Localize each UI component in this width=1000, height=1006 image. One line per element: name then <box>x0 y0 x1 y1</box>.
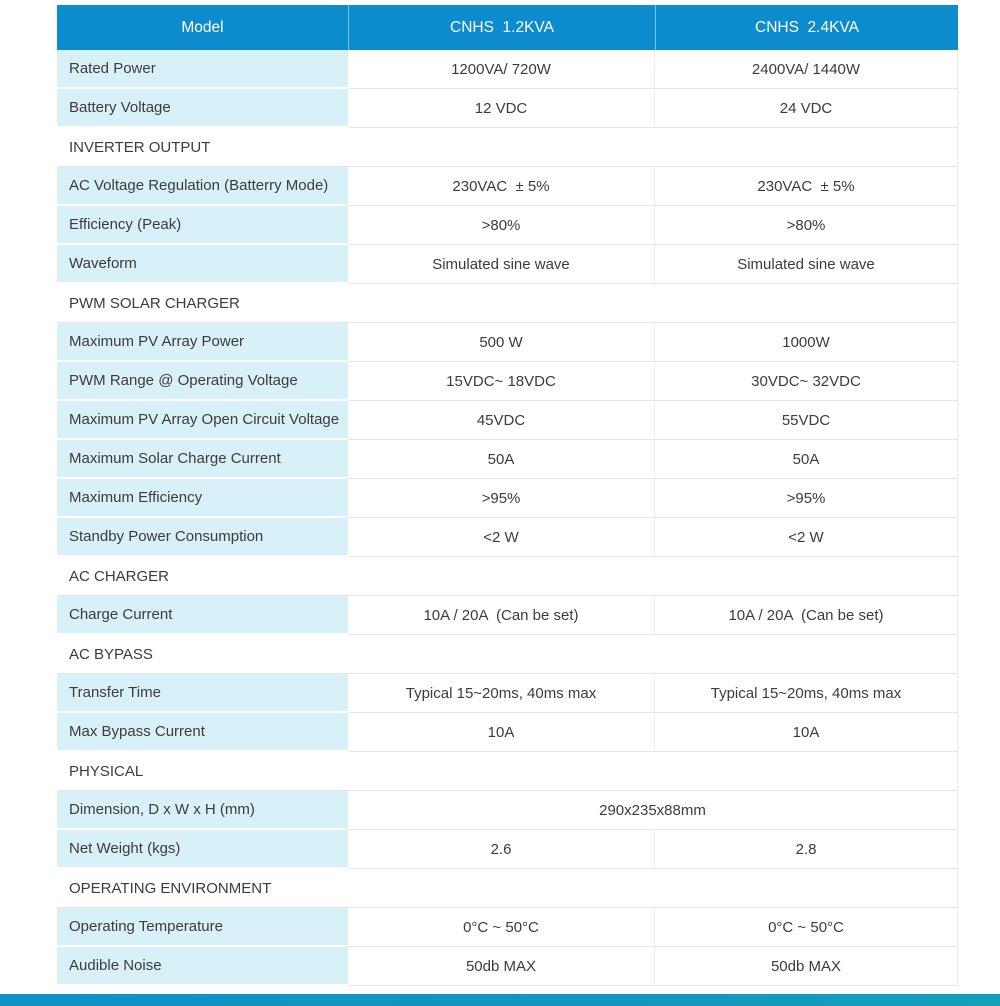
bottom-accent-bar <box>0 994 1000 1006</box>
section-title: AC BYPASS <box>57 635 958 674</box>
spec-row <box>57 167 958 206</box>
spec-row <box>57 440 958 479</box>
section-row <box>57 284 958 323</box>
section-row <box>57 635 958 674</box>
section-title: PWM SOLAR CHARGER <box>57 284 958 323</box>
spec-row <box>57 908 958 947</box>
spec-label: Dimension, D x W x H (mm) <box>57 791 348 830</box>
spec-value: 30VDC~ 32VDC <box>655 362 958 401</box>
spec-row <box>57 323 958 362</box>
spec-value: Typical 15~20ms, 40ms max <box>348 674 655 713</box>
spec-row <box>57 518 958 557</box>
spec-label: Audible Noise <box>57 947 348 986</box>
spec-row <box>57 713 958 752</box>
spec-value: 1000W <box>655 323 958 362</box>
spec-row <box>57 245 958 284</box>
spec-value: 10A <box>348 713 655 752</box>
spec-value: Simulated sine wave <box>348 245 655 284</box>
spec-table <box>57 5 958 986</box>
spec-label: PWM Range @ Operating Voltage <box>57 362 348 401</box>
spec-value: >95% <box>655 479 958 518</box>
spec-value: >80% <box>655 206 958 245</box>
header-row <box>57 5 958 50</box>
spec-label: Standby Power Consumption <box>57 518 348 557</box>
spec-row <box>57 206 958 245</box>
spec-value: 2400VA/ 1440W <box>655 50 958 89</box>
spec-row <box>57 830 958 869</box>
spec-value: 2.6 <box>348 830 655 869</box>
spec-label: Transfer Time <box>57 674 348 713</box>
spec-row <box>57 50 958 89</box>
spec-value: 12 VDC <box>348 89 655 128</box>
spec-row <box>57 479 958 518</box>
spec-row <box>57 791 958 830</box>
header-model-1.2kva: CNHS 1.2KVA <box>348 5 655 50</box>
section-title: OPERATING ENVIRONMENT <box>57 869 958 908</box>
spec-row <box>57 401 958 440</box>
spec-value: 50A <box>655 440 958 479</box>
spec-label: Rated Power <box>57 50 348 89</box>
spec-label: Efficiency (Peak) <box>57 206 348 245</box>
spec-value: 230VAC ± 5% <box>655 167 958 206</box>
spec-table-body <box>57 50 958 986</box>
spec-value: >95% <box>348 479 655 518</box>
spec-value: 55VDC <box>655 401 958 440</box>
section-title: PHYSICAL <box>57 752 958 791</box>
spec-label: Waveform <box>57 245 348 284</box>
spec-value: 500 W <box>348 323 655 362</box>
section-row <box>57 869 958 908</box>
spec-value: 10A / 20A (Can be set) <box>655 596 958 635</box>
spec-label: Max Bypass Current <box>57 713 348 752</box>
spec-label: AC Voltage Regulation (Batterry Mode) <box>57 167 348 206</box>
spec-value: 290x235x88mm <box>348 791 958 830</box>
section-title: INVERTER OUTPUT <box>57 128 958 167</box>
spec-row <box>57 674 958 713</box>
spec-value: >80% <box>348 206 655 245</box>
spec-value: 0°C ~ 50°C <box>655 908 958 947</box>
spec-value: 50db MAX <box>655 947 958 986</box>
spec-value: 24 VDC <box>655 89 958 128</box>
spec-label: Maximum Efficiency <box>57 479 348 518</box>
spec-row <box>57 362 958 401</box>
spec-label: Maximum PV Array Power <box>57 323 348 362</box>
spec-value: 0°C ~ 50°C <box>348 908 655 947</box>
spec-label: Net Weight (kgs) <box>57 830 348 869</box>
spec-row <box>57 89 958 128</box>
section-row <box>57 128 958 167</box>
spec-value: 15VDC~ 18VDC <box>348 362 655 401</box>
spec-value: Simulated sine wave <box>655 245 958 284</box>
spec-row <box>57 947 958 986</box>
spec-value: 50db MAX <box>348 947 655 986</box>
spec-value: <2 W <box>348 518 655 557</box>
header-model-2.4kva: CNHS 2.4KVA <box>655 5 958 50</box>
section-row <box>57 557 958 596</box>
spec-value: 230VAC ± 5% <box>348 167 655 206</box>
spec-value: <2 W <box>655 518 958 557</box>
spec-label: Operating Temperature <box>57 908 348 947</box>
spec-label: Maximum PV Array Open Circuit Voltage <box>57 401 348 440</box>
section-row <box>57 752 958 791</box>
spec-value: 2.8 <box>655 830 958 869</box>
spec-value: 10A / 20A (Can be set) <box>348 596 655 635</box>
spec-row <box>57 596 958 635</box>
header-model: Model <box>57 5 348 50</box>
spec-label: Charge Current <box>57 596 348 635</box>
spec-value: 50A <box>348 440 655 479</box>
spec-label: Battery Voltage <box>57 89 348 128</box>
spec-value: 10A <box>655 713 958 752</box>
spec-value: Typical 15~20ms, 40ms max <box>655 674 958 713</box>
spec-value: 45VDC <box>348 401 655 440</box>
spec-value: 1200VA/ 720W <box>348 50 655 89</box>
section-title: AC CHARGER <box>57 557 958 596</box>
spec-label: Maximum Solar Charge Current <box>57 440 348 479</box>
